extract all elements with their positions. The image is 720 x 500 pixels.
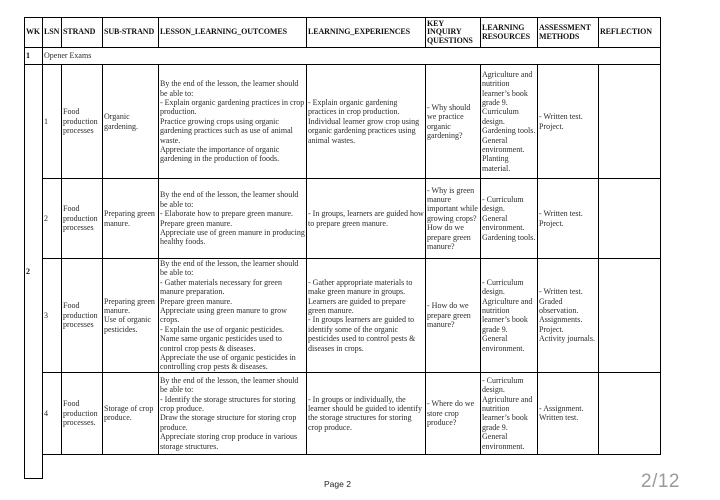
lesson-number: 4 bbox=[43, 372, 62, 454]
assessment-cell: - Written test. Project. bbox=[538, 179, 599, 259]
assessment-cell: - Written test. Project. bbox=[538, 65, 599, 179]
resources-cell: Agriculture and nutrition learner’s book grade 9. Curriculum design. Gardening tools. General environment. Planting material. bbox=[481, 65, 538, 179]
week-number: 2 bbox=[25, 65, 43, 479]
experiences-cell: - In groups, learners are guided how to prepare green manure. bbox=[307, 179, 426, 259]
lesson-number: 3 bbox=[43, 259, 62, 373]
strand-cell: Food production processes bbox=[62, 179, 103, 259]
header-lsn: LSN bbox=[43, 18, 62, 48]
header-assessment: ASSESSMENT METHODS bbox=[538, 18, 599, 48]
header-row bbox=[25, 18, 661, 48]
sub-strand-cell: Preparing green manure. bbox=[103, 179, 159, 259]
resources-cell: - Curriculum design. Agriculture and nutrition learner’s book grade 9. General environment. bbox=[481, 259, 538, 373]
outcomes-cell: By the end of the lesson, the learner should be able to: - Identify the storage structures for storing crop produce. Draw the storage structure for storing crop produce. Appreciate storing crop produce in various storage structures. bbox=[159, 372, 307, 454]
experiences-cell: - Gather appropriate materials to make green manure in groups. Learners are guided to prepare green manure. - In groups learners are guided to identify some of the organic pesticides used to control pests & diseases in crops. bbox=[307, 259, 426, 373]
opener-row bbox=[25, 48, 661, 65]
header-outcomes: LESSON_LEARNING_OUTCOMES bbox=[159, 18, 307, 48]
table-row bbox=[25, 65, 661, 179]
questions-cell: - Why should we practice organic gardening? bbox=[426, 65, 481, 179]
header-resources: LEARNING RESOURCES bbox=[481, 18, 538, 48]
reflection-cell bbox=[599, 372, 661, 454]
assessment-cell: - Assignment. Written test. bbox=[538, 372, 599, 454]
strand-cell: Food production processes bbox=[62, 259, 103, 373]
table-row bbox=[25, 372, 661, 454]
week-number: 1 bbox=[25, 48, 43, 65]
header-experiences: LEARNING_EXPERIENCES bbox=[307, 18, 426, 48]
header-wk: WK bbox=[25, 18, 43, 48]
reflection-cell bbox=[599, 65, 661, 179]
header-reflection: REFLECTION bbox=[599, 18, 661, 48]
continued-cell bbox=[43, 454, 661, 479]
page-label: Page 2 bbox=[324, 479, 351, 489]
header-sub-strand: SUB-STRAND bbox=[103, 18, 159, 48]
table-row-continued bbox=[25, 454, 661, 479]
questions-cell: - How do we prepare green manure? bbox=[426, 259, 481, 373]
sub-strand-cell: Storage of crop produce. bbox=[103, 372, 159, 454]
assessment-cell: - Written test. Graded observation. Assignments. Project. Activity journals. bbox=[538, 259, 599, 373]
resources-cell: - Curriculum design. Agriculture and nutrition learner’s book grade 9. General environment. bbox=[481, 372, 538, 454]
reflection-cell bbox=[599, 259, 661, 373]
outcomes-cell: By the end of the lesson, the learner should be able to: - Gather materials necessary for green manure preparation. Prepare green manure. Appreciate using green manure to grow crops. - Explain the use of organic pesticides. Name same organic pesticides used to control crop pests & diseases. Appreciate the use of organic pesticides in controlling crop pests & diseases. bbox=[159, 259, 307, 373]
header-strand: STRAND bbox=[62, 18, 103, 48]
page-counter: 2/12 bbox=[641, 471, 680, 492]
strand-cell: Food production processes bbox=[62, 65, 103, 179]
questions-cell: - Where do we store crop produce? bbox=[426, 372, 481, 454]
opener-exams-cell: Opener Exams bbox=[43, 48, 661, 65]
table-row bbox=[25, 259, 661, 373]
questions-cell: - Why is green manure important while growing crops? How do we prepare green manure? bbox=[426, 179, 481, 259]
reflection-cell bbox=[599, 179, 661, 259]
outcomes-cell: By the end of the lesson, the learner should be able to: - Explain organic gardening practices in crop production. Practice growing crops using organic gardening practices such as use of animal waste. Appreciate the importance of organic gardening in the production of foods. bbox=[159, 65, 307, 179]
header-questions: KEY INQUIRY QUESTIONS bbox=[426, 18, 481, 48]
sub-strand-cell: Organic gardening. bbox=[103, 65, 159, 179]
scheme-of-work-table bbox=[24, 17, 661, 479]
resources-cell: - Curriculum design. General environment. Gardening tools. bbox=[481, 179, 538, 259]
lesson-number: 2 bbox=[43, 179, 62, 259]
table-row bbox=[25, 179, 661, 259]
strand-cell: Food production processes. bbox=[62, 372, 103, 454]
sub-strand-cell: Preparing green manure. Use of organic pesticides. bbox=[103, 259, 159, 373]
experiences-cell: - Explain organic gardening practices in crop production. Individual learner grow crop using organic gardening practices using animal wastes. bbox=[307, 65, 426, 179]
outcomes-cell: By the end of the lesson, the learner should be able to: - Elaborate how to prepare green manure. Prepare green manure. Appreciate use of green manure in producing healthy foods. bbox=[159, 179, 307, 259]
experiences-cell: - In groups or individually, the learner should be guided to identify the storage structures for storing crop produce. bbox=[307, 372, 426, 454]
lesson-number: 1 bbox=[43, 65, 62, 179]
